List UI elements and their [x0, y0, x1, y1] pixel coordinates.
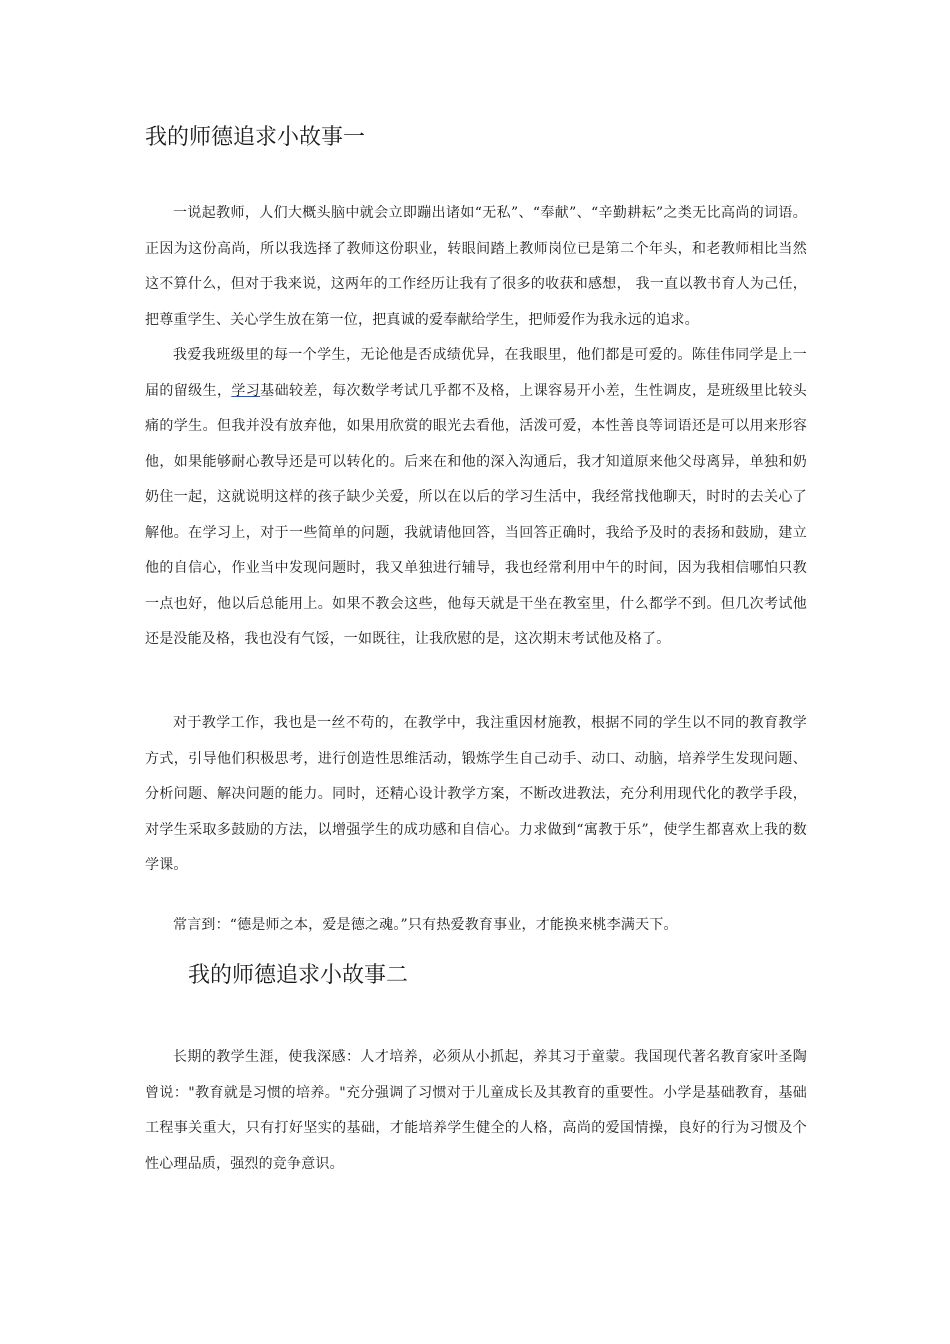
paragraph-text: 基础较差，每次数学考试几乎都不及格，上课容易开小差，生性调皮，是班级里比较头痛的学生。但我并没有放弃他，如果用欣赏的眼光去看他，活泼可爱，本性善良等词语还是可以用来形容他，如果能够耐心教导还是可以转化的。后来在和他的深入沟通后，我才知道原来他父母离异，单独和奶奶住一起，这就说明这样的孩子缺少关爱，所以在以后的学习生活中，我经常找他聊天，时时的去关心了解他。在学习上，对于一些简单的问题，我就请他回答，当回答正确时，我给予及时的表扬和鼓励，建立他的自信心，作业当中发现问题时，我又单独进行辅导，我也经常利用中午的时间，因为我相信哪怕只教一点也好，他以后总能用上。如果不教会这些，他每天就是干坐在教室里，什么都学不到。但几次考试他还是没能及格，我也没有气馁，一如既往，让我欣慰的是，这次期末考试他及格了。: [145, 382, 807, 647]
story-two-title: 我的师德追求小故事二: [188, 963, 409, 988]
story-one-paragraph-1: 一说起教师，人们大概头脑中就会立即蹦出诸如“无私”、“奉献”、“辛勤耕耘”之类无比高尚的词语。正因为这份高尚，所以我选择了教师这份职业，转眼间踏上教师岗位已是第二个年头，和老教师相比当然这不算什么，但对于我来说，这两年的工作经历让我有了很多的收获和感想， 我一直以教书育人为己任，把尊重学生、关心学生放在第一位，把真诚的爱奉献给学生，把师爱作为我永远的追求。: [145, 205, 807, 328]
paragraph-text: 我爱我班级里的每一个学生，无论他是否成绩优异，在我眼里，他们都是可爱的。陈佳伟同学是上一届的留级生，: [145, 347, 807, 399]
story-one-paragraph-2: [145, 338, 807, 658]
story-one-paragraph-3: 对于教学工作，我也是一丝不苟的，在教学中，我注重因材施教，根据不同的学生以不同的教育教学方式，引导他们积极思考，进行创造性思维活动，锻炼学生自己动手、动口、动脑，培养学生发现问题、分析问题、解决问题的能力。同时，还精心设计教学方案，不断改进教法，充分利用现代化的教学手段，对学生采取多鼓励的方法，以增强学生的成功感和自信心。力求做到“寓教于乐”，使学生都喜欢上我的数学课。: [145, 715, 807, 873]
study-link[interactable]: 学习: [231, 382, 261, 399]
story-two-paragraph-1: 长期的教学生涯，使我深感：人才培养，必须从小抓起，养其习于童蒙。我国现代著名教育家叶圣陶曾说："教育就是习惯的培养。"充分强调了习惯对于儿童成长及其教育的重要性。小学是基础教育，基础工程事关重大，只有打好坚实的基础，才能培养学生健全的人格，高尚的爱国情操，良好的行为习惯及个性心理品质，强烈的竞争意识。: [145, 1049, 807, 1172]
story-one-paragraph-4: 常言到：“德是师之本，爱是德之魂。”只有热爱教育事业，才能换来桃李满天下。: [173, 917, 678, 933]
story-one-title: 我的师德追求小故事一: [145, 125, 366, 150]
